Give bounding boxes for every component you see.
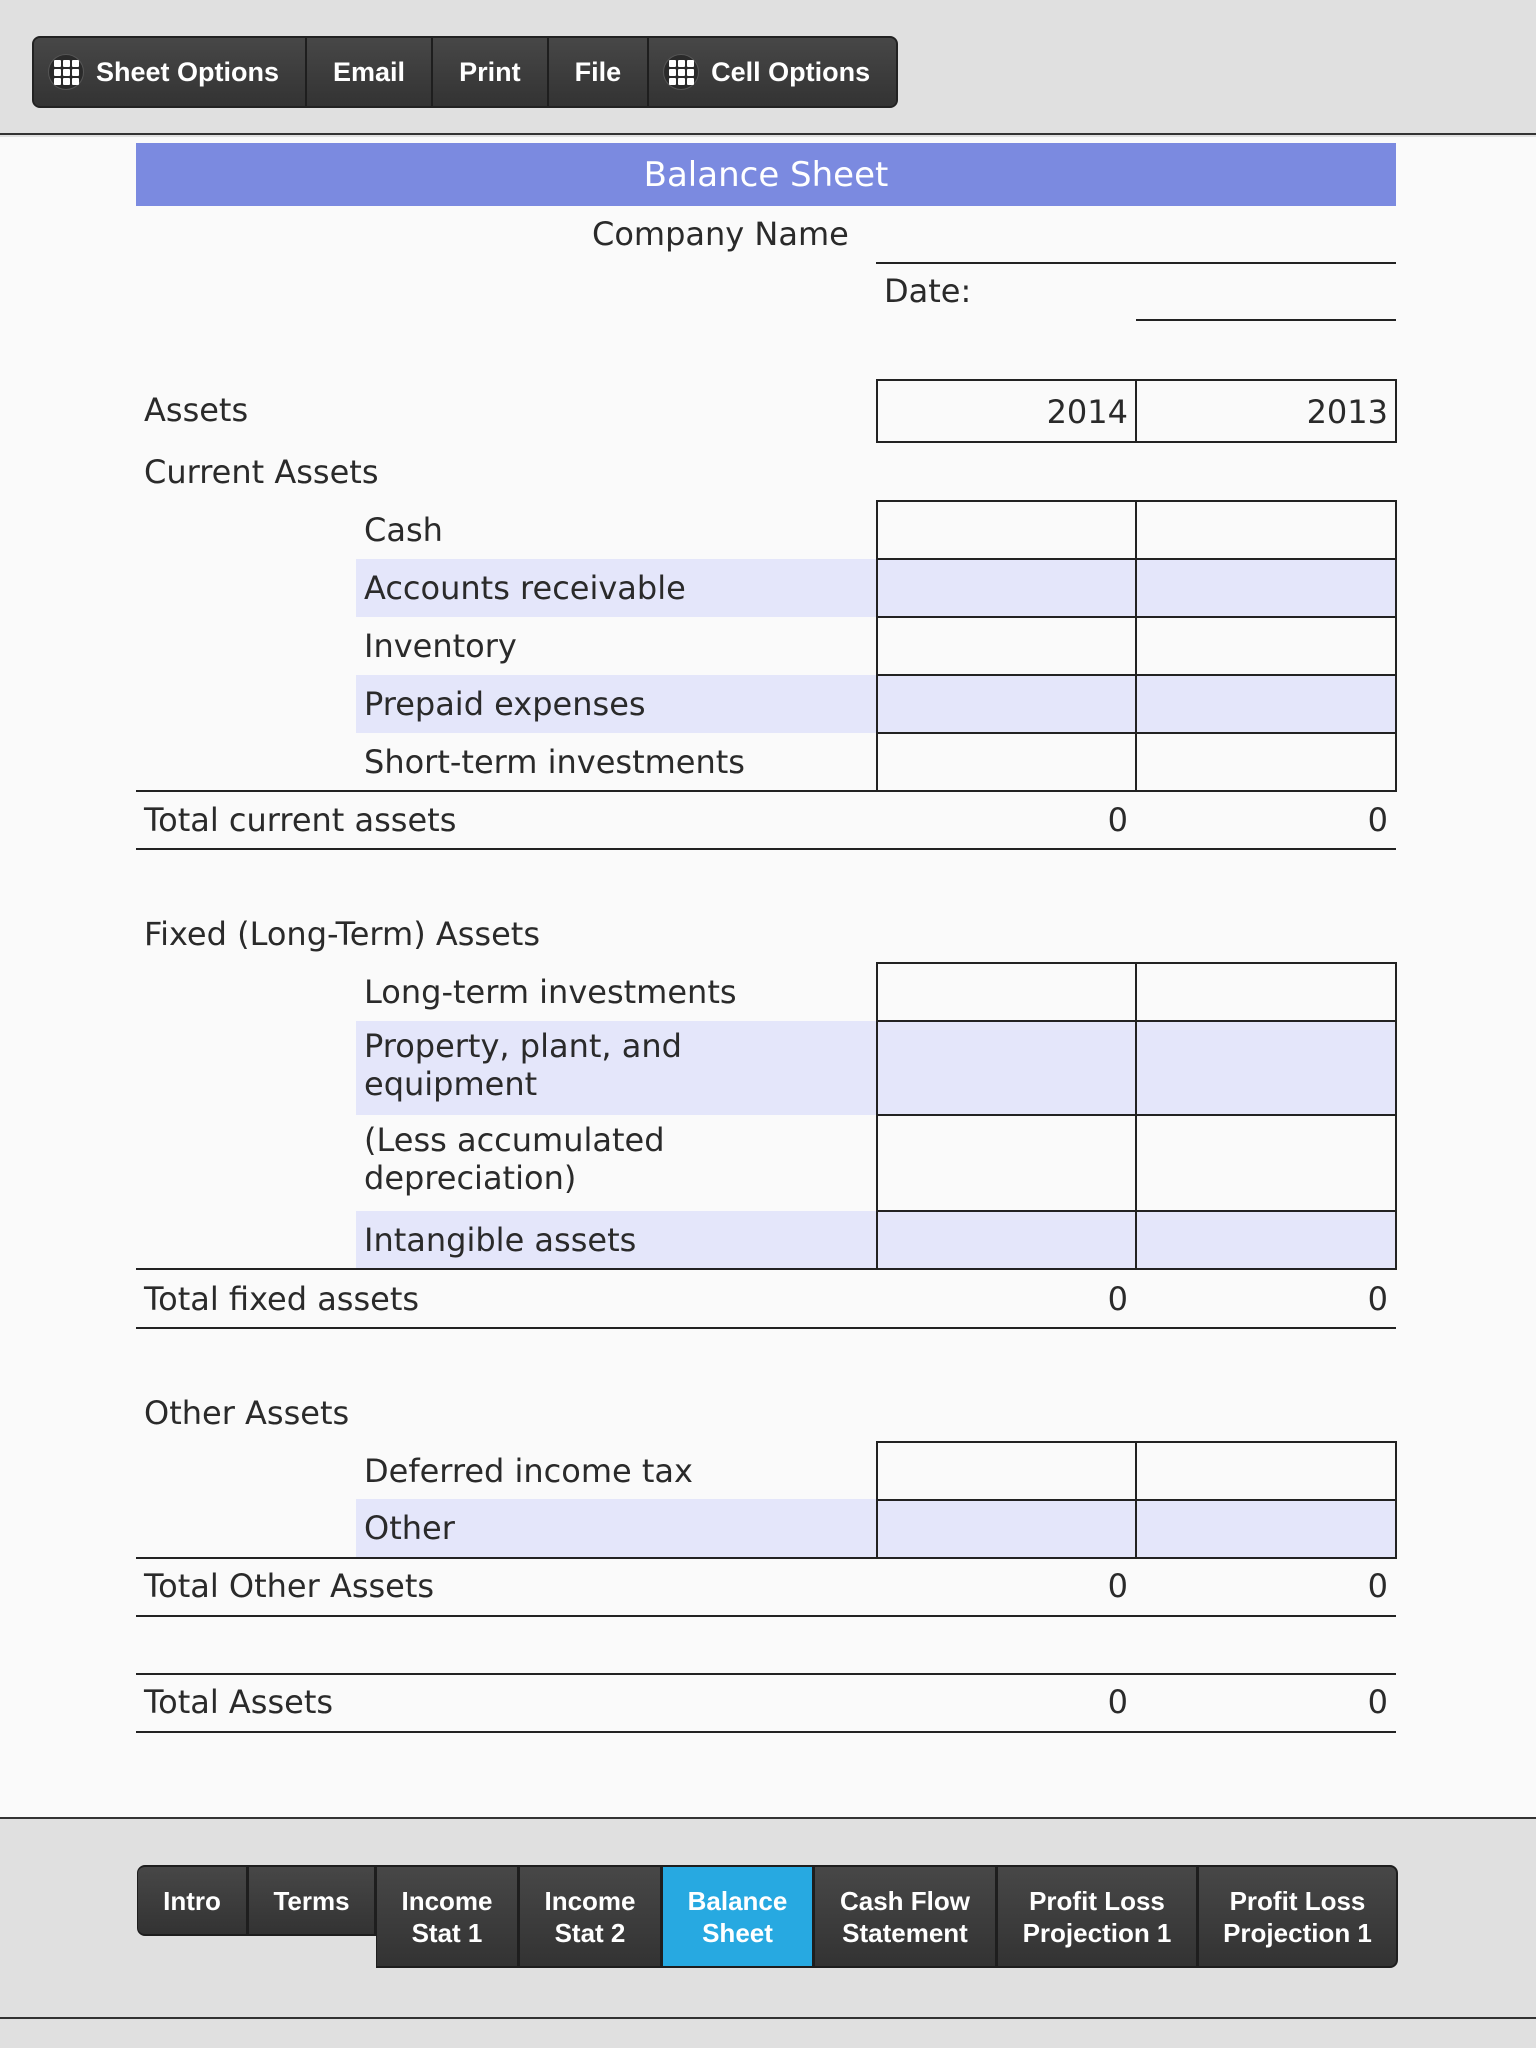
total-other-assets-2013: 0 [1367,1567,1388,1605]
input-cell[interactable] [1135,1020,1397,1116]
divider [136,1731,1396,1733]
divider [136,1557,876,1559]
total-other-assets-label: Total Other Assets [144,1567,435,1605]
row-label-accounts-receivable: Accounts receivable [364,569,686,607]
tab-balance-sheet[interactable]: Balance Sheet [662,1865,814,1968]
total-assets-2014: 0 [1107,1683,1128,1721]
input-cell[interactable] [876,674,1137,734]
total-current-assets-label: Total current assets [144,801,457,839]
row-label-property-plant-equipment: Property, plant, and equipment [364,1027,682,1104]
tab-profit-loss-projection-1b[interactable]: Profit Loss Projection 1 [1198,1865,1398,1968]
input-cell[interactable] [1135,500,1397,560]
divider [136,1673,1396,1675]
email-label: Email [333,56,406,87]
input-cell[interactable] [876,1210,1137,1270]
input-cell[interactable] [1135,1441,1397,1501]
tab-income-stat-2[interactable]: Income Stat 2 [519,1865,662,1968]
print-label: Print [459,56,521,87]
sheet-options-button[interactable] [34,38,307,106]
row-label-deferred-income-tax: Deferred income tax [364,1452,693,1490]
bottom-tab-area [0,1821,1536,2048]
input-cell[interactable] [876,500,1137,560]
cell-options-button[interactable] [649,38,896,106]
grid-menu-icon [663,54,699,90]
input-cell[interactable] [876,1020,1137,1116]
total-current-assets-2013: 0 [1367,801,1388,839]
row-label-other: Other [364,1509,455,1547]
current-assets-heading: Current Assets [144,453,379,491]
tab-terms[interactable]: Terms [248,1865,376,1936]
total-assets-label: Total Assets [144,1683,334,1721]
input-cell[interactable] [876,558,1137,618]
year-2014: 2014 [1046,393,1128,431]
row-label-inventory: Inventory [364,627,517,665]
sheet-tabs [137,1865,1398,1968]
row-label-cash: Cash [364,511,443,549]
input-cell[interactable] [876,616,1137,676]
total-fixed-assets-2014: 0 [1107,1280,1128,1318]
spreadsheet [0,137,1536,1819]
sheet-options-label: Sheet Options [96,56,280,87]
total-fixed-assets-2013: 0 [1367,1280,1388,1318]
bottom-edge-line [0,2017,1536,2048]
toolbar [32,36,898,108]
print-button[interactable] [433,38,549,106]
total-fixed-assets-label: Total fixed assets [144,1280,420,1318]
tab-income-stat-1[interactable]: Income Stat 1 [376,1865,519,1968]
sheet-title: Balance Sheet [136,143,1396,206]
input-cell[interactable] [1135,674,1397,734]
fixed-assets-heading: Fixed (Long-Term) Assets [144,915,540,953]
file-label: File [574,56,622,87]
row-label-accumulated-depreciation: (Less accumulated depreciation) [364,1121,665,1198]
input-cell[interactable] [876,962,1137,1022]
tab-intro[interactable]: Intro [137,1865,248,1936]
input-cell[interactable] [876,1114,1137,1212]
other-assets-heading: Other Assets [144,1394,350,1432]
divider [136,1327,1396,1329]
input-cell[interactable] [876,1441,1137,1501]
input-cell[interactable] [1135,1499,1397,1559]
divider [136,1615,1396,1617]
file-button[interactable] [549,38,650,106]
divider [136,848,1396,850]
date-label: Date: [884,272,972,310]
row-label-long-term-investments: Long-term investments [364,973,737,1011]
company-name-label: Company Name [592,215,849,253]
tab-profit-loss-projection-1[interactable]: Profit Loss Projection 1 [997,1865,1198,1968]
grid-menu-icon [48,54,84,90]
company-name-input-line[interactable] [876,262,1396,264]
input-cell[interactable] [1135,616,1397,676]
divider [136,790,876,792]
input-cell[interactable] [1135,1210,1397,1270]
total-other-assets-2014: 0 [1107,1567,1128,1605]
input-cell[interactable] [1135,962,1397,1022]
row-label-short-term-investments: Short-term investments [364,743,745,781]
total-assets-2013: 0 [1367,1683,1388,1721]
year-2013: 2013 [1306,393,1388,431]
top-toolbar-area [0,0,1536,135]
date-input-line[interactable] [1136,319,1396,321]
input-cell[interactable] [876,1499,1137,1559]
email-button[interactable] [307,38,433,106]
row-label-intangible-assets: Intangible assets [364,1221,637,1259]
input-cell[interactable] [876,732,1137,792]
input-cell[interactable] [1135,558,1397,618]
input-cell[interactable] [1135,1114,1397,1212]
total-current-assets-2014: 0 [1107,801,1128,839]
cell-options-label: Cell Options [711,56,871,87]
divider [136,1268,876,1270]
tab-cash-flow-statement[interactable]: Cash Flow Statement [814,1865,997,1968]
assets-heading: Assets [144,391,249,429]
input-cell[interactable] [1135,732,1397,792]
row-label-prepaid-expenses: Prepaid expenses [364,685,646,723]
